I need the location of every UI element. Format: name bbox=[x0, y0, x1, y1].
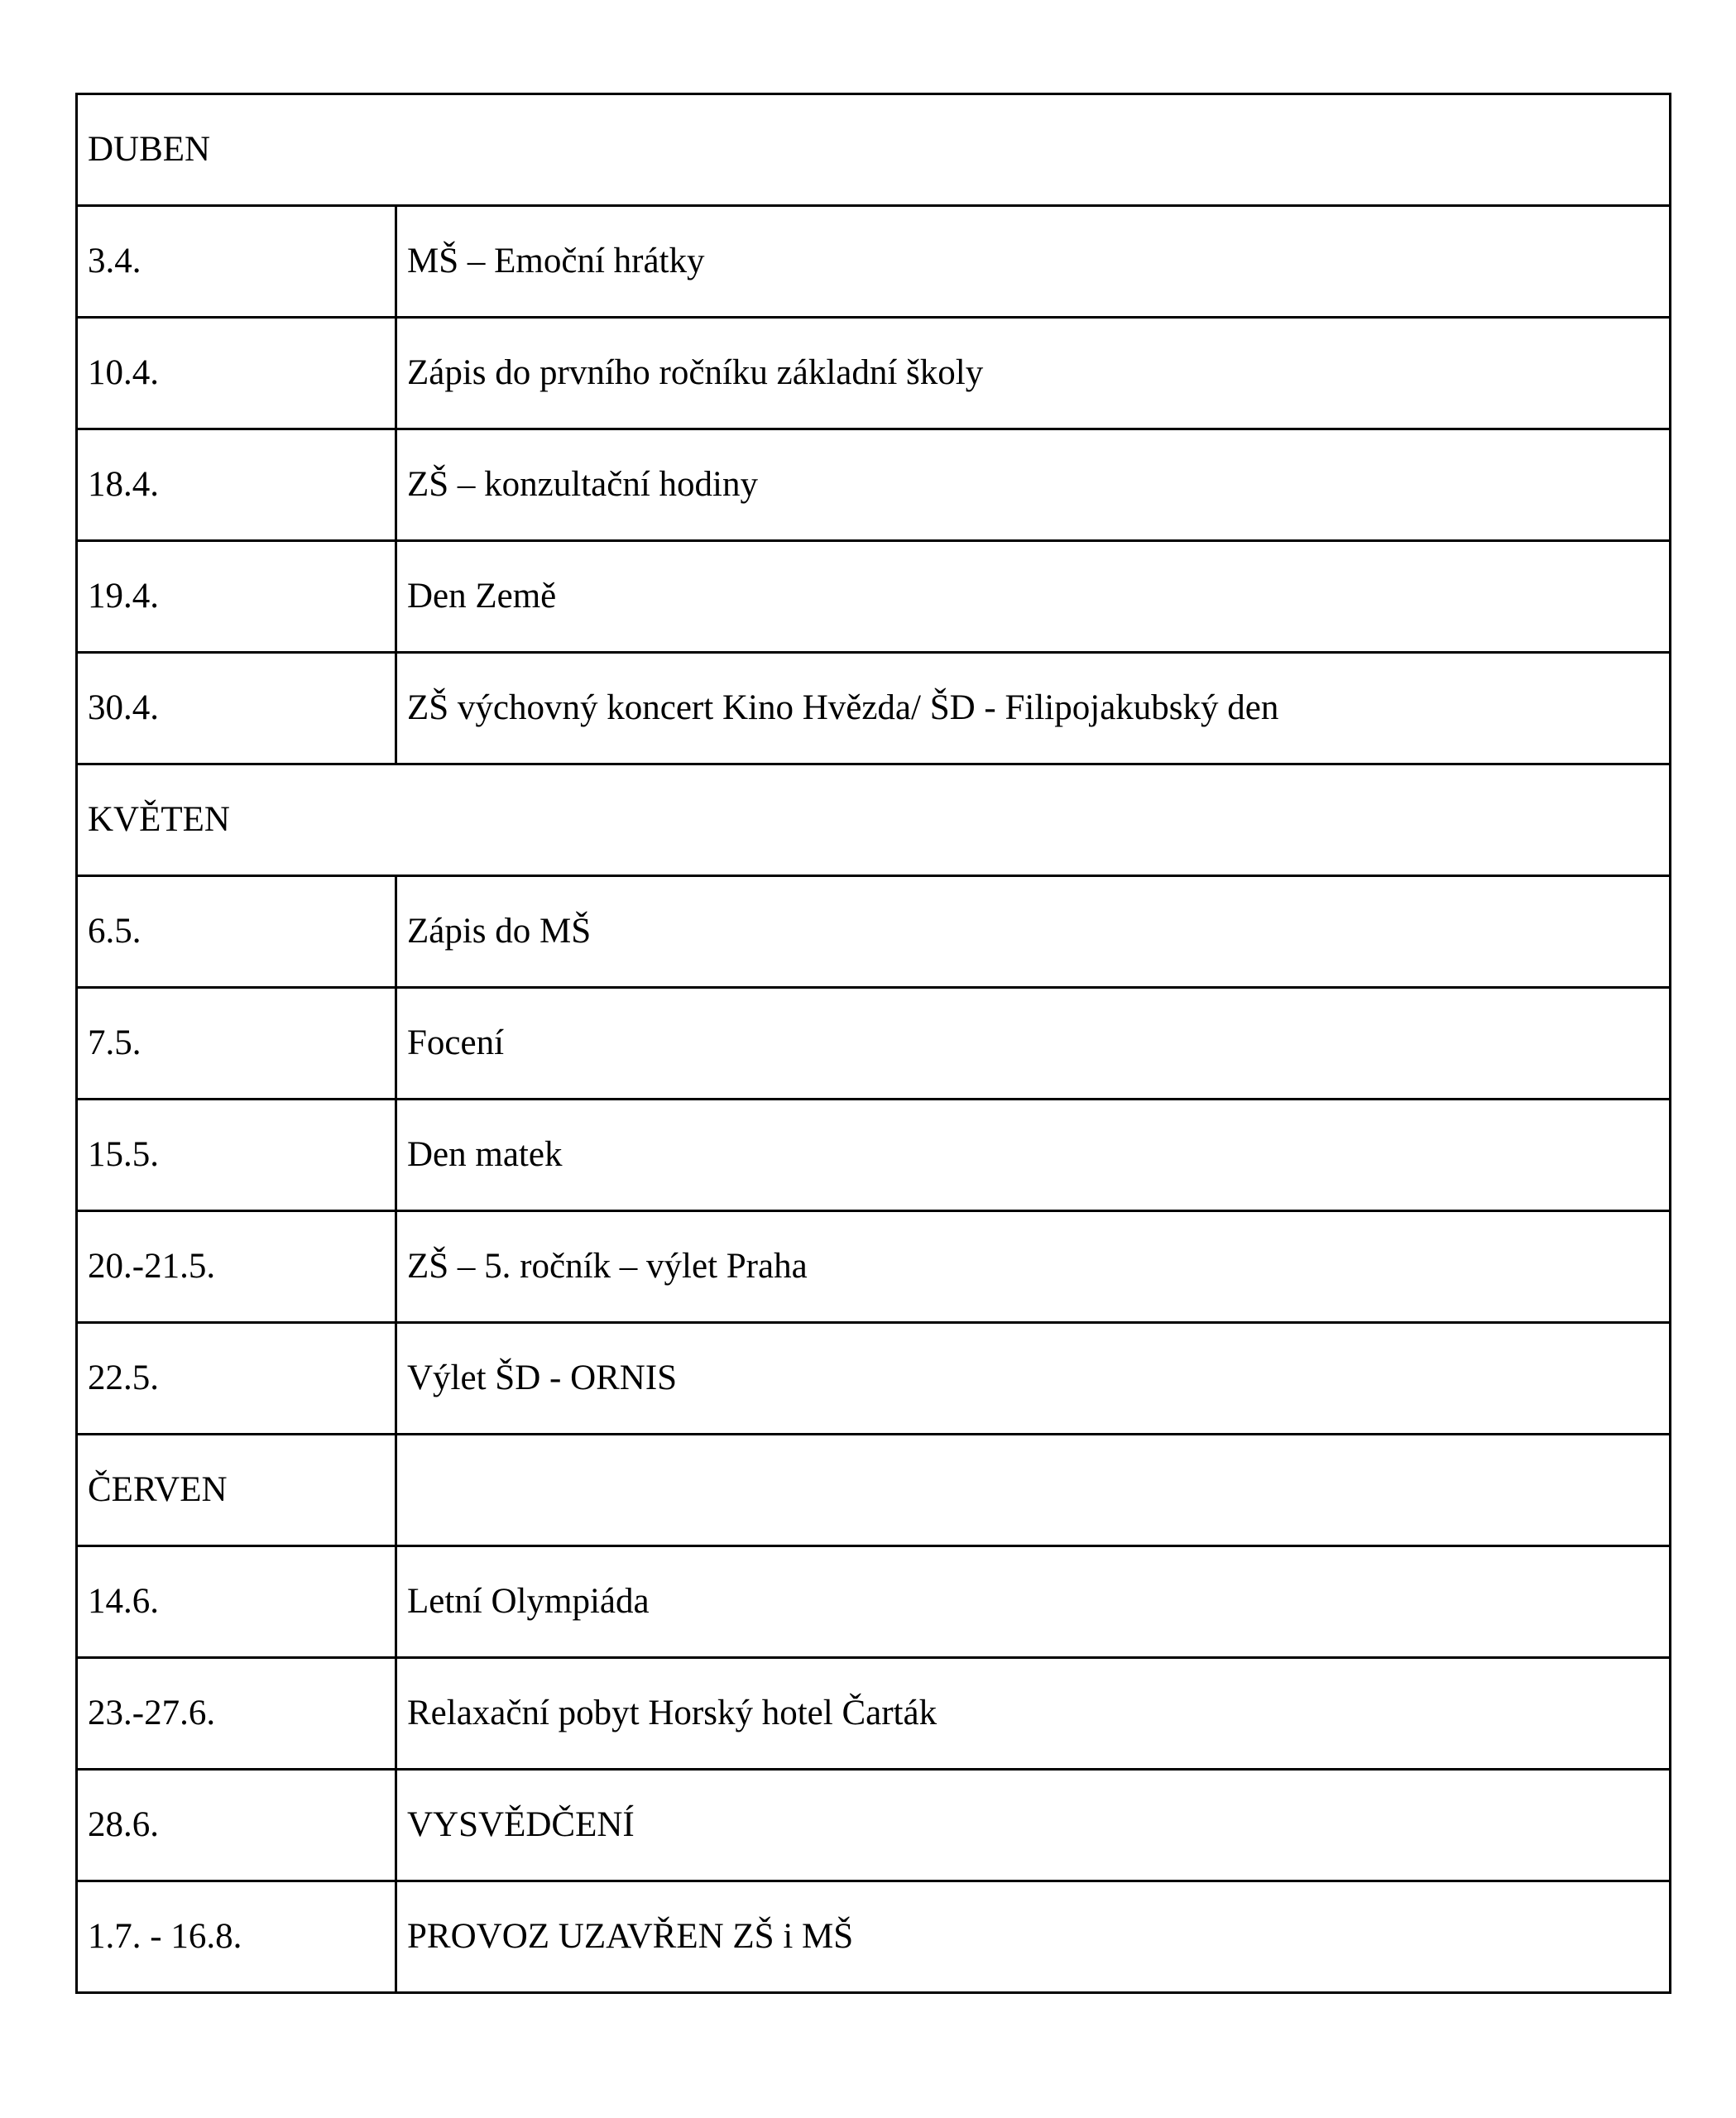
event-description: Výlet ŠD - ORNIS bbox=[396, 1323, 1671, 1435]
event-date: 28.6. bbox=[77, 1770, 396, 1881]
event-date: 7.5. bbox=[77, 988, 396, 1100]
event-date: 30.4. bbox=[77, 653, 396, 764]
table-row bbox=[77, 1881, 1671, 1993]
table-row bbox=[77, 988, 1671, 1100]
event-description: VYSVĚDČENÍ bbox=[396, 1770, 1671, 1881]
month-header-row bbox=[77, 94, 1671, 206]
month-header-row bbox=[77, 1435, 1671, 1546]
table-row bbox=[77, 653, 1671, 764]
event-description: ZŠ výchovný koncert Kino Hvězda/ ŠD - Filipojakubský den bbox=[396, 653, 1671, 764]
table-row bbox=[77, 1658, 1671, 1770]
event-date: 20.-21.5. bbox=[77, 1211, 396, 1323]
event-description: ZŠ – konzultační hodiny bbox=[396, 429, 1671, 541]
table-row bbox=[77, 429, 1671, 541]
table-row bbox=[77, 1100, 1671, 1211]
table-row bbox=[77, 541, 1671, 653]
table-row bbox=[77, 1546, 1671, 1658]
event-date: 6.5. bbox=[77, 876, 396, 988]
events-calendar-table bbox=[75, 93, 1671, 1994]
event-description: ZŠ – 5. ročník – výlet Praha bbox=[396, 1211, 1671, 1323]
table-row bbox=[77, 206, 1671, 318]
event-date: 1.7. - 16.8. bbox=[77, 1881, 396, 1993]
table-row bbox=[77, 318, 1671, 429]
event-date: 19.4. bbox=[77, 541, 396, 653]
month-label: KVĚTEN bbox=[77, 764, 1671, 876]
month-header-row bbox=[77, 764, 1671, 876]
event-description: PROVOZ UZAVŘEN ZŠ i MŠ bbox=[396, 1881, 1671, 1993]
event-date: 18.4. bbox=[77, 429, 396, 541]
event-description: Zápis do MŠ bbox=[396, 876, 1671, 988]
event-description: MŠ – Emoční hrátky bbox=[396, 206, 1671, 318]
event-description: Den Země bbox=[396, 541, 1671, 653]
event-date: 10.4. bbox=[77, 318, 396, 429]
event-description: Letní Olympiáda bbox=[396, 1546, 1671, 1658]
month-label: DUBEN bbox=[77, 94, 1671, 206]
empty-cell bbox=[396, 1435, 1671, 1546]
event-date: 14.6. bbox=[77, 1546, 396, 1658]
table-row bbox=[77, 1211, 1671, 1323]
event-date: 15.5. bbox=[77, 1100, 396, 1211]
table-row bbox=[77, 1323, 1671, 1435]
event-description: Den matek bbox=[396, 1100, 1671, 1211]
table-row bbox=[77, 1770, 1671, 1881]
event-description: Focení bbox=[396, 988, 1671, 1100]
event-description: Relaxační pobyt Horský hotel Čarták bbox=[396, 1658, 1671, 1770]
month-label: ČERVEN bbox=[77, 1435, 396, 1546]
table-row bbox=[77, 876, 1671, 988]
event-description: Zápis do prvního ročníku základní školy bbox=[396, 318, 1671, 429]
event-date: 23.-27.6. bbox=[77, 1658, 396, 1770]
event-date: 22.5. bbox=[77, 1323, 396, 1435]
event-date: 3.4. bbox=[77, 206, 396, 318]
